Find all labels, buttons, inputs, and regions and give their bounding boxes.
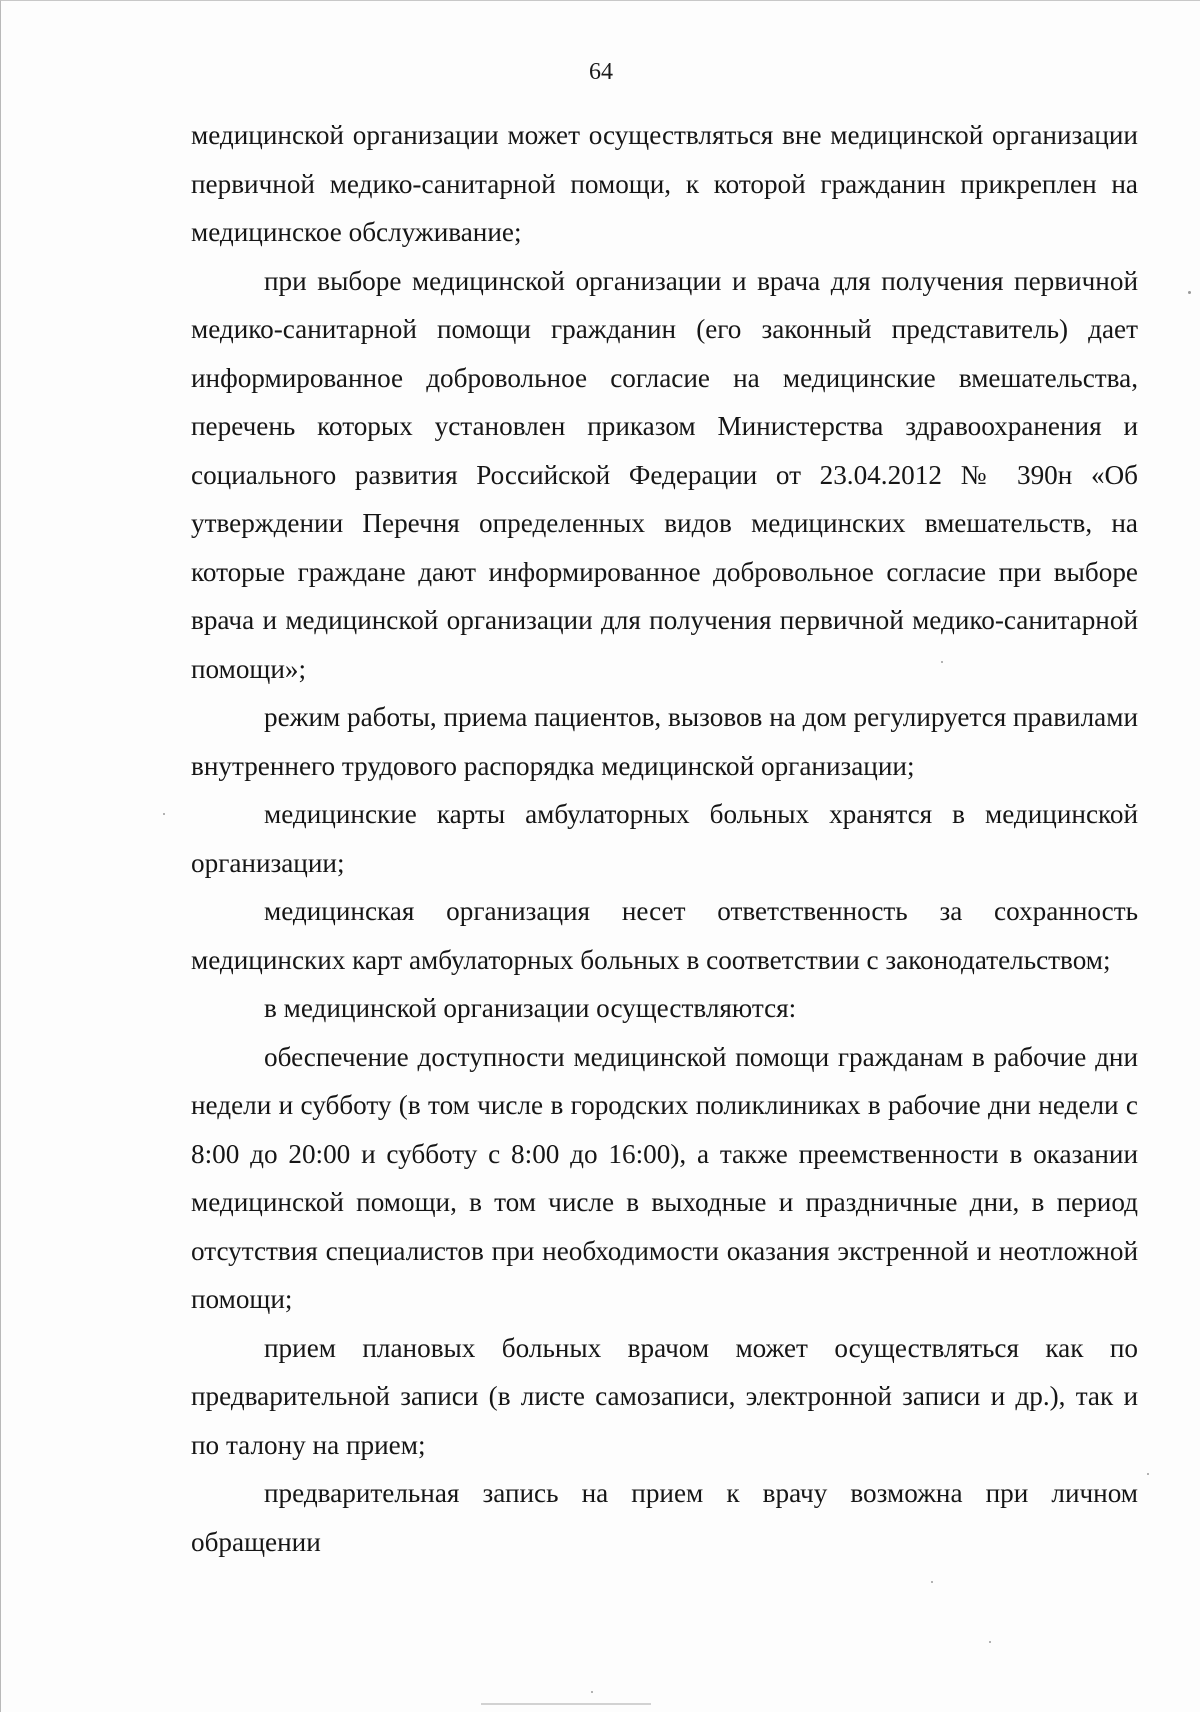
paragraph-preliminary-appointment: предварительная запись на прием к врачу возможна при личном обращении <box>191 1478 1138 1557</box>
paragraph-consent: при выборе медицинской организации и врача для получения первичной медико-санитарной помощи гражданин (его законный представитель) дает информированное добровольное согласие на медицинские вмешательства, перечень которых установлен приказом Министерства здравоохранения и социального развития Российской Федерации от 23.04.2012 № 390н «Об утверждении Перечня определенных видов медицинских вмешательств, на которые граждане дают информированное добровольное согласие при выборе врача и медицинской организации для получения первичной медико-санитарной помощи»; <box>191 265 1138 684</box>
paragraph-continuation: медицинской организации может осуществляться вне медицинской организации первичной медико-санитарной помощи, к которой гражданин прикреплен на медицинское обслуживание; <box>191 120 1138 247</box>
scan-speck <box>163 813 165 815</box>
paragraph-work-schedule: режим работы, приема пациентов, вызовов на дом регулируется правилами внутреннего трудового распорядка медицинской организации; <box>191 702 1138 781</box>
scan-edge-smudge <box>481 1703 651 1705</box>
scan-speck <box>989 1641 991 1643</box>
paragraph-cards-responsibility: медицинская организация несет ответственность за сохранность медицинских карт амбулаторных больных в соответствии с законодательством; <box>191 896 1138 975</box>
body-text <box>191 111 1138 1566</box>
paragraph-medical-cards-storage: медицинские карты амбулаторных больных хранятся в медицинской организации; <box>191 799 1138 878</box>
scan-speck <box>591 1691 593 1693</box>
scan-speck <box>1188 291 1191 294</box>
scan-speck <box>931 1581 933 1583</box>
scan-speck <box>941 661 943 663</box>
paragraph-availability: обеспечение доступности медицинской помощи гражданам в рабочие дни недели и субботу (в том числе в городских поликлиниках в рабочие дни недели с 8:00 до 20:00 и субботу с 8:00 до 16:00), а также преемственности в оказании медицинской помощи, в том числе в выходные и праздничные дни, в период отсутствия специалистов при необходимости оказания экстренной и неотложной помощи; <box>191 1041 1138 1314</box>
scan-speck <box>1147 1473 1149 1475</box>
paragraph-planned-reception: прием плановых больных врачом может осуществляться как по предварительной записи (в листе самозаписи, электронной записи и др.), так и по талону на прием; <box>191 1332 1138 1460</box>
page-number: 64 <box>589 59 613 85</box>
paragraph-provided-services: в медицинской организации осуществляются: <box>264 993 797 1023</box>
